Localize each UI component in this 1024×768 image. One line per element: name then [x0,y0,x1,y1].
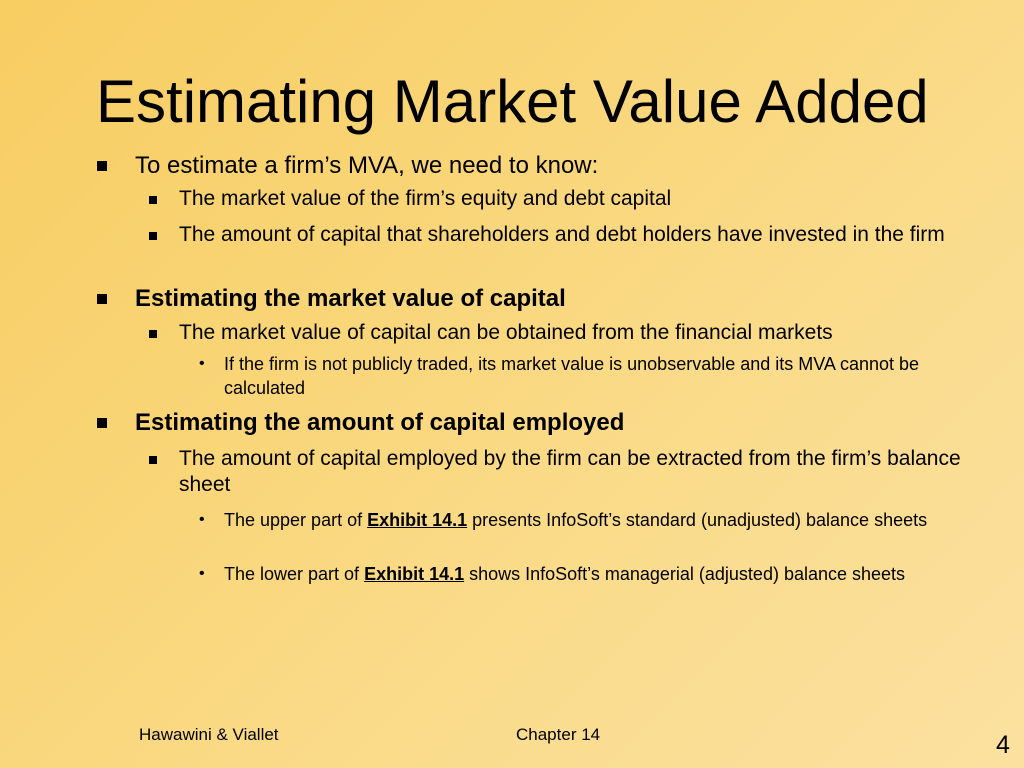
dot-bullet-icon: • [199,565,205,582]
bullet-text: The market value of the firm’s equity and debt capital [179,187,672,210]
footer-authors: Hawawini & Viallet [139,725,279,744]
slide-title: Estimating Market Value Added [96,68,929,135]
dot-bullet-icon: • [199,511,205,528]
bullet-text-after: shows InfoSoft’s managerial (adjusted) balance sheets [464,564,906,584]
square-bullet-icon [149,330,157,338]
bullet-text [224,508,984,532]
exhibit-link[interactable]: Exhibit 14.1 [364,564,465,584]
bullet-text [224,562,984,586]
slide-number: 4 [996,731,1010,759]
square-bullet-icon [97,294,107,304]
bullet-text-before: The lower part of [224,564,365,584]
bullet-text-after: presents InfoSoft’s standard (unadjusted) balance sheets [467,510,928,530]
square-bullet-icon [149,232,157,240]
dot-bullet-icon: • [199,355,205,372]
bullet-text: The market value of capital can be obtained from the financial markets [179,321,833,344]
exhibit-link[interactable]: Exhibit 14.1 [367,510,468,530]
square-bullet-icon [149,456,157,464]
bullet-text: If the firm is not publicly traded, its market value is unobservable and its MVA cannot be calculated [224,354,920,398]
bullet-text: The amount of capital that shareholders and debt holders have invested in the firm [179,223,945,246]
bullet-text: The amount of capital employed by the firm can be extracted from the firm’s balance sheet [179,447,961,496]
footer-chapter: Chapter 14 [516,725,601,744]
square-bullet-icon [97,161,107,171]
bullet-text-before: The upper part of [224,510,368,530]
bullet-text: To estimate a firm’s MVA, we need to know: [135,152,599,179]
square-bullet-icon [149,196,157,204]
bullet-text: Estimating the market value of capital [135,285,566,312]
square-bullet-icon [97,418,107,428]
bullet-text: Estimating the amount of capital employed [135,409,625,436]
